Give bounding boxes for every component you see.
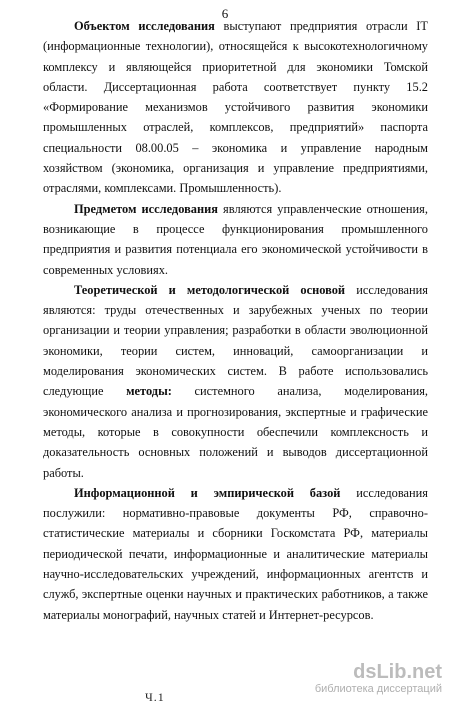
paragraph-text: исследования послужили: нормативно-правовые документы РФ, справочно-статистические материалы и сборники Госкомстата РФ, материалы периодической печати, информационные и аналитические материалы научно-исследовательских учреждений, информационных агентств и служб, экспертные оценки научных и практических работников, а также материалы монографий, научных статей и Интернет-ресурсов. [43, 485, 428, 622]
scan-mark: Ч.1 [145, 690, 165, 704]
page-number: 6 [221, 6, 229, 21]
paragraph-text-after: системного анализа, моделирования, экономического анализа и прогнозирования, экспертные и графические методы, которые в совокупности обеспечили комплексность и доказательность основных положений и выводов диссертационной работы. [43, 384, 429, 480]
paragraph-lead: Информационной и эмпирической базой [74, 485, 341, 500]
paragraph-lead: Предметом исследования [74, 201, 218, 216]
paragraph-lead: Объектом исследования [74, 19, 215, 33]
paragraph-subject [43, 199, 428, 280]
document-body [43, 16, 428, 625]
paragraph-information-base [43, 483, 428, 625]
watermark-caption: библиотека диссертаций [314, 683, 442, 695]
paragraph-methodology [43, 280, 428, 483]
paragraph-text: исследования являются: труды отечественных и зарубежных ученых по теории организации и теории управления; разработки в области эволюционной экономики, теории систем, инноваций, самоорганизации и моделирования экономических систем. В работе использовались следующие [43, 282, 428, 399]
paragraph-object [43, 16, 428, 199]
watermark-logo: dsLib.net [353, 661, 442, 683]
methods-term: методы: [126, 384, 172, 399]
paragraph-text: выступают предприятия отрасли IT (информационные технологии), относящейся к высокотехнологичному комплексу и являющейся приоритетной для экономики Томской области. Диссертационная работа соответствует пункту 15.2 «Формирование механизмов устойчивого развития экономики промышленных отраслей, комплексов, предприятий» паспорта специальности 08.00.05 – экономика и управление народным хозяйством (экономика, организация и управление предприятиями, отраслями, комплексами. Промышленность). [43, 19, 428, 196]
paragraph-text: являются управленческие отношения, возникающие в процессе функционирования промышленного предприятия и развития потенциала его экономической устойчивости в современных условиях. [43, 201, 428, 277]
watermark [315, 661, 442, 696]
paragraph-lead: Теоретической и методологической основой [74, 282, 346, 297]
